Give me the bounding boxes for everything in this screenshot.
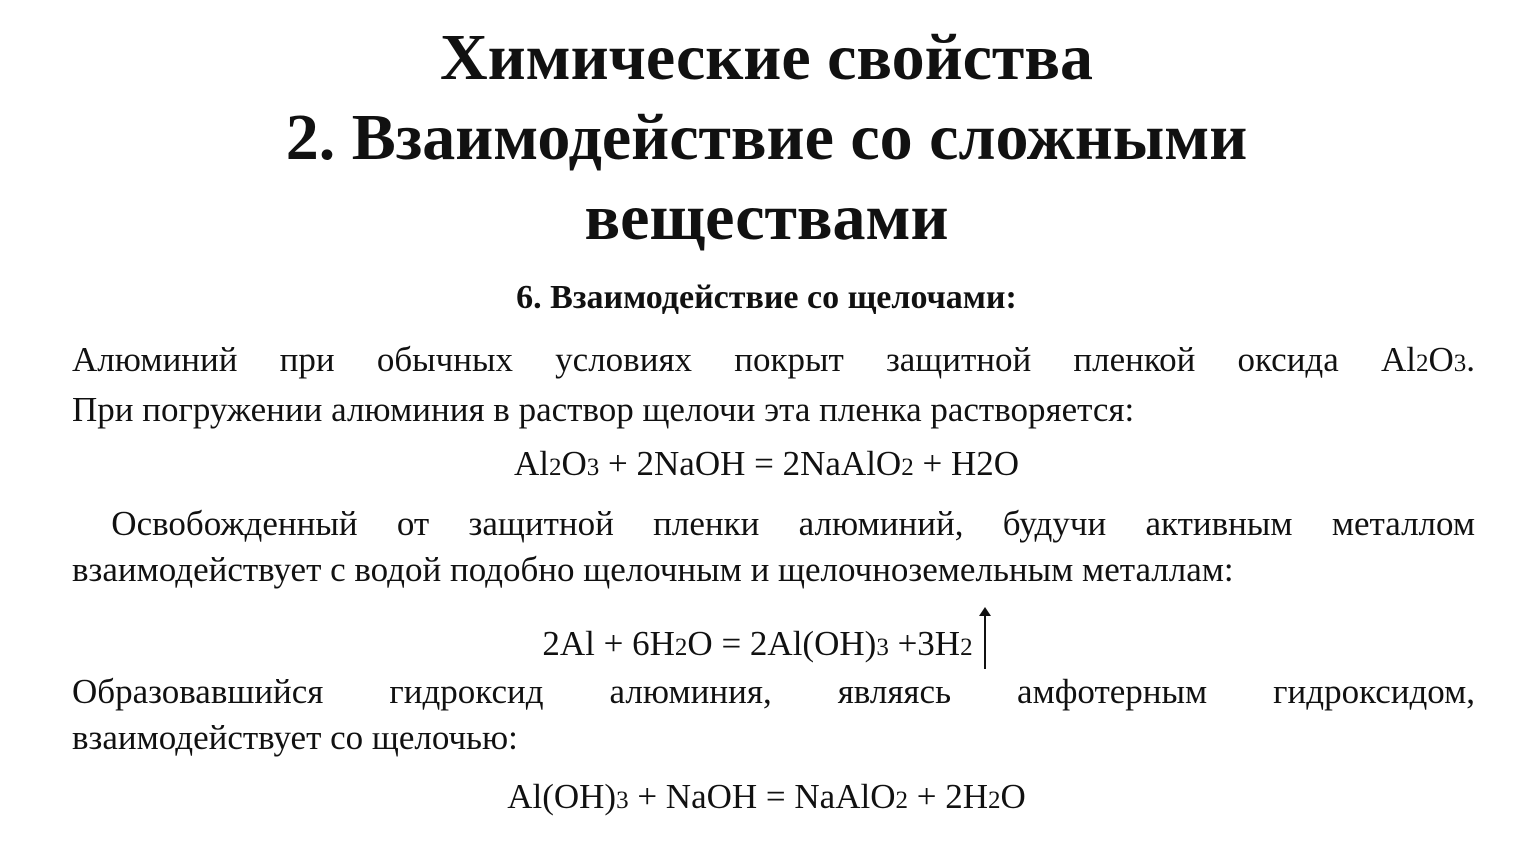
paragraph-oxide-film <box>72 337 1475 433</box>
eq-fragment: + NaOH = NaAlO <box>628 777 896 816</box>
slide-title <box>0 18 1533 258</box>
formula-index: 2 <box>548 454 562 481</box>
formula-index: 3 <box>876 634 889 661</box>
eq-fragment: +3H <box>888 624 961 663</box>
eq-fragment: Al(OH) <box>507 777 617 816</box>
up-arrow-icon <box>979 607 991 669</box>
formula-index: 2 <box>901 454 914 481</box>
paragraph-line: Освобожденный от защитной пленки алюминий, будучи активным металлом <box>72 504 1475 543</box>
eq-fragment: 2Al + 6H <box>542 624 675 663</box>
formula-index: 3 <box>586 454 600 481</box>
formula-index: 2 <box>674 634 688 661</box>
formula-index: 2 <box>960 634 973 661</box>
equation-hydroxide-alkali <box>0 774 1533 824</box>
formula-index: 3 <box>616 787 629 814</box>
section-subheading: 6. Взаимодействие со щелочами: <box>516 279 1017 316</box>
paragraph-line: Образовавшийся гидроксид алюминия, являясь амфотерным гидроксидом, <box>72 672 1475 711</box>
paragraph-hydroxide <box>72 669 1475 761</box>
title-line-2: 2. Взаимодействие со сложными <box>285 101 1248 174</box>
eq-fragment: + H2O <box>913 444 1019 483</box>
eq-fragment: Al <box>513 444 549 483</box>
eq-fragment: O <box>561 444 587 483</box>
paragraph-line: При погружении алюминия в раствор щелочи эта пленка растворяется: <box>72 390 1135 429</box>
title-line-3: веществами <box>584 181 949 254</box>
eq-fragment: O <box>1000 777 1026 816</box>
text-fragment: . <box>1466 340 1475 379</box>
formula-index: 2 <box>895 787 908 814</box>
paragraph-reaction-with-water <box>72 501 1475 593</box>
text-fragment: Алюминий при обычных условиях покрыт защитной пленкой оксида Al <box>72 340 1416 379</box>
title-line-1: Химические свойства <box>439 21 1093 94</box>
arrow-shaft <box>984 613 986 669</box>
paragraph-line: взаимодействует с водой подобно щелочным и щелочноземельным металлам: <box>72 550 1234 589</box>
equation-oxide-dissolution <box>0 441 1533 491</box>
eq-fragment: O = 2Al(OH) <box>687 624 877 663</box>
formula-index: 3 <box>1453 350 1467 377</box>
formula-index: 2 <box>988 787 1001 814</box>
equation-aluminium-water <box>0 607 1533 671</box>
eq-fragment: + 2NaOH = 2NaAlO <box>599 444 902 483</box>
text-fragment: O <box>1428 340 1454 379</box>
paragraph-line <box>72 337 1475 387</box>
paragraph-line: взаимодействует со щелочью: <box>72 718 518 757</box>
eq-fragment: + 2H <box>908 777 989 816</box>
formula-index: 2 <box>1415 350 1429 377</box>
